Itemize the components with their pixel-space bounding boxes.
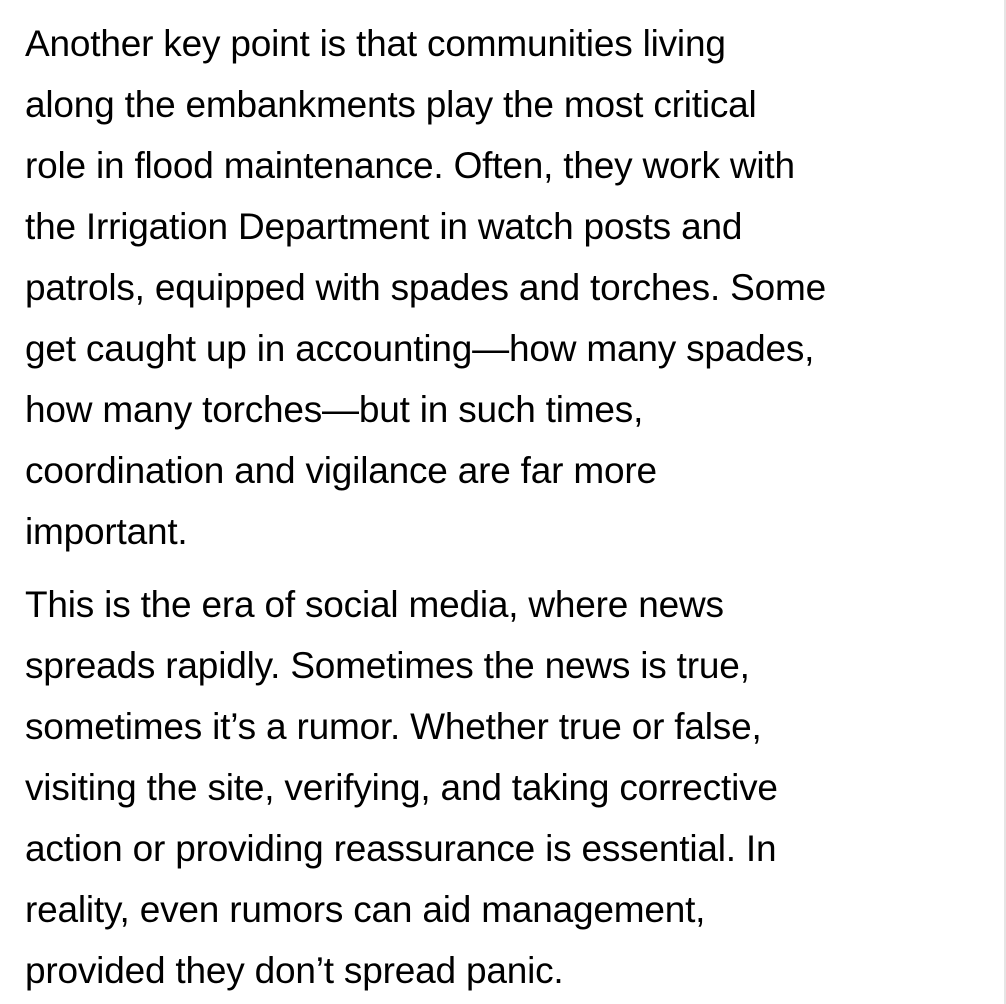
text-line: sometimes it’s a rumor. Whether true or false, [25,706,762,747]
text-line: along the embankments play the most critical [25,84,757,125]
text-line: visiting the site, verifying, and taking corrective [25,767,778,808]
text-line: provided they don’t spread panic. [25,950,564,991]
text-line: Another key point is that communities living [25,23,726,64]
text-line: get caught up in accounting—how many spades, [25,328,815,369]
paragraph-social-media [25,574,778,1001]
text-line: spreads rapidly. Sometimes the news is true, [25,645,750,686]
text-line: This is the era of social media, where news [25,584,724,625]
text-line: coordination and vigilance are far more [25,450,657,491]
text-line: role in flood maintenance. Often, they work with [25,145,795,186]
text-line: the Irrigation Department in watch posts and [25,206,743,247]
text-line: reality, even rumors can aid management, [25,889,706,930]
text-line: action or providing reassurance is essential. In [25,828,777,869]
paragraph-community-role [25,13,826,562]
text-line: how many torches—but in such times, [25,389,644,430]
text-line: patrols, equipped with spades and torches. Some [25,267,826,308]
text-line: important. [25,511,188,552]
